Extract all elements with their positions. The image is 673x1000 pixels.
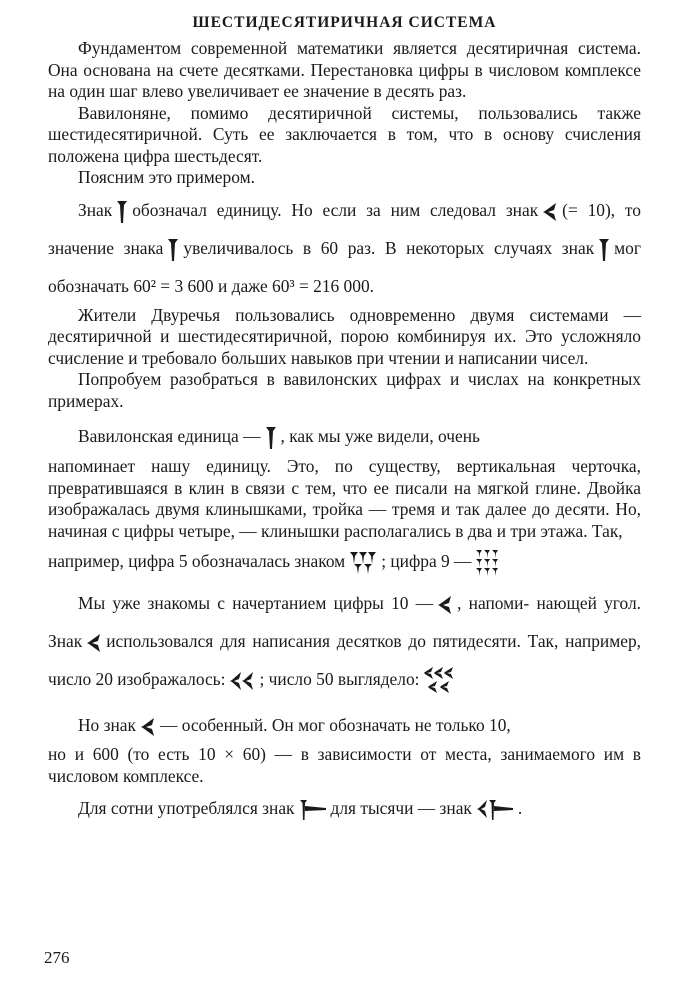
paragraph-6: Попробуем разобраться в вавилонских цифрах и числах на конкретных примерах. xyxy=(48,369,641,411)
corner-wedge-icon xyxy=(438,596,452,614)
paragraph-8: Мы уже знакомы с начертанием цифры 10 — , напоми- нающей угол. Знак использовался для написания десятков до пятидесяти. Так, например, число 20 изображалось: ; число 50 выглядело: xyxy=(48,584,641,698)
page-number: 276 xyxy=(44,948,70,967)
nine-wedges-icon xyxy=(476,550,498,576)
five-wedges-icon xyxy=(350,552,376,574)
vertical-wedge-icon xyxy=(168,239,178,261)
vertical-wedge-icon xyxy=(599,239,609,261)
paragraph-1: Фундаментом современной математики является десятиричная система. Она основана на счете десятками. Перестановка цифры в числовом комплексе на один шаг влево увеличивает ее значение в десять раз. xyxy=(48,38,641,101)
hundred-sign-icon xyxy=(300,800,326,820)
corner-wedge-icon xyxy=(87,634,101,652)
paragraph-3: Поясним это примером. xyxy=(78,167,255,187)
five-corner-wedges-icon xyxy=(424,667,454,695)
paragraph-9: Но знак — особенный. Он мог обозначать не только 10, но и 600 (то есть 10 × 60) — в зависимости от места, занимаемого им в числовом комплексе. xyxy=(48,715,641,786)
paragraph-2: Вавилоняне, помимо десятиричной системы, пользовались также шестидесятиричной. Суть ее заключается в том, что в основу счисления положена цифра шестьдесят. xyxy=(48,102,641,166)
two-corner-wedges-icon xyxy=(230,672,254,690)
vertical-wedge-icon xyxy=(117,201,127,223)
paragraph-7: Вавилонская единица — , как мы уже видели, очень напоминает нашу единицу. Это, по существу, вертикальная черточка, превратившаяся в клин в связи с тем, что ее писали на мягкой глине. Двойка изображалась двумя клинышками, тройка — тремя и так далее до десяти. Но, начиная с цифры четыре, — клинышки располагались в два и три этажа. Так, например, цифра 5 обозначалась знаком ; цифра 9 — xyxy=(48,420,641,580)
paragraph-5: Жители Двуречья пользовались одновременно двумя системами — десятиричной и шестидесятиричной, порою комбинируя их. Это усложняло счисление и требовало больших навыков при чтении и написании чисел. xyxy=(48,304,641,368)
paragraph-10: Для сотни употреблялся знак для тысячи — знак . xyxy=(78,798,523,818)
corner-wedge-icon xyxy=(141,718,155,736)
vertical-wedge-icon xyxy=(266,427,276,449)
paragraph-4: Знак обозначал единицу. Но если за ним следовал знак (= 10), то значение знака увеличивалось в 60 раз. В некоторых случаях знак мог обозначать 60² = 3 600 и даже 60³ = 216 000. xyxy=(48,199,642,296)
section-title: ШЕСТИДЕСЯТИРИЧНАЯ СИСТЕМА xyxy=(192,14,497,31)
corner-wedge-icon xyxy=(543,203,557,221)
thousand-sign-icon xyxy=(477,800,513,820)
page xyxy=(48,14,641,827)
